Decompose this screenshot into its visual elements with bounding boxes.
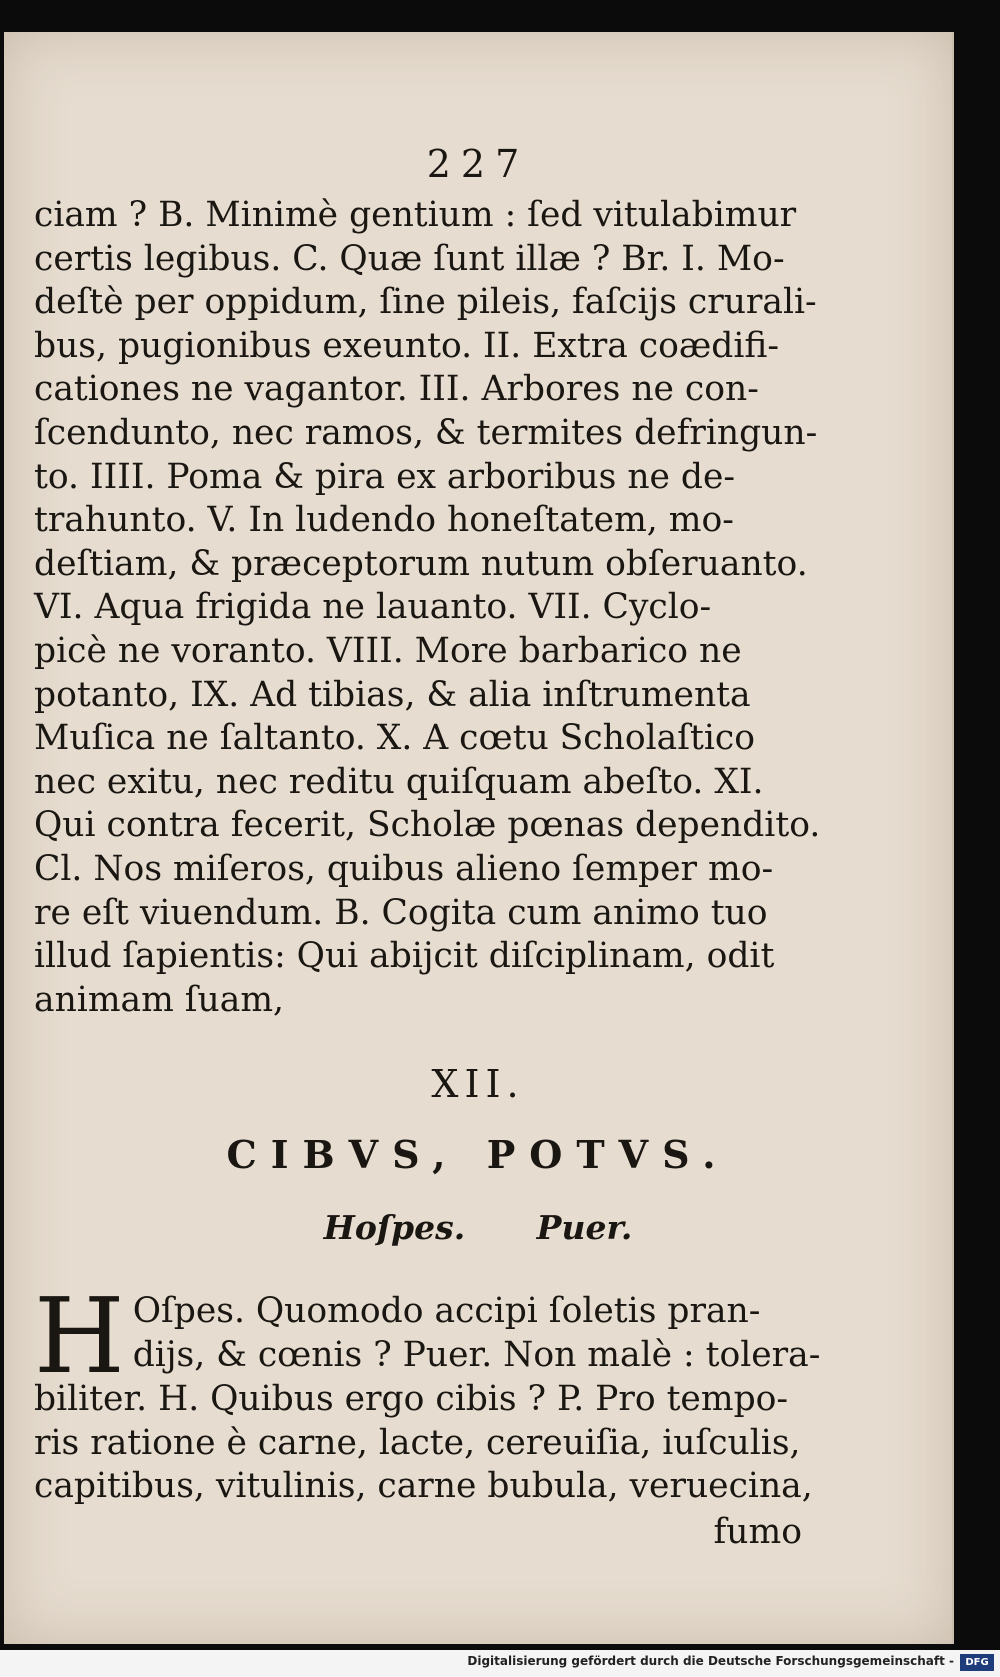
text-line: potanto, IX. Ad tibias, & alia inſtrumenta [34,674,751,715]
text-line: ciam ? B. Minimè gentium : ſed vitulabimur [34,195,797,235]
text-line: cationes ne vagantor. III. Arbores ne con- [34,369,759,410]
text-line: illud ſapientis: Qui abijcit diſciplinam, odit [34,936,775,977]
text-line: Muſica ne ſaltanto. X. A cœtu Scholaſtico [34,718,755,759]
text-line: ſcendunto, nec ramos, & termites defringun- [34,412,818,453]
page-number: 227 [426,142,530,186]
speaker-names: Hoſpes. Puer. [323,1208,633,1247]
text-line: animam ſuam, [34,979,285,1020]
text-line: deſtiam, & præceptorum nutum obſeruanto. [34,543,808,584]
text-line: capitibus, vitulinis, carne bubula, veruecina, [34,1466,813,1507]
text-line: ris ratione è carne, lacte, cereuiſia, iuſculis, [34,1422,801,1463]
text-line: nec exitu, nec reditu quiſquam abeſto. XI. [34,761,764,802]
dfg-logo-icon: DFG [960,1654,994,1671]
text-line: trahunto. V. In ludendo honeſtatem, mo- [34,500,734,541]
text-line: dijs, & cœnis ? Puer. Non malè : tolera- [132,1334,821,1375]
text-line: to. IIII. Poma & pira ex arboribus ne de- [34,456,736,497]
digitization-footer [0,1650,1000,1677]
section-number: XII. [431,1062,525,1106]
text-line: bus, pugionibus exeunto. II. Extra coædifi- [34,325,780,366]
book-page [4,32,954,1644]
text-line: Cl. Nos miſeros, quibus alieno ſemper mo- [34,848,774,889]
text-line: Qui contra fecerit, Scholæ pœnas dependito. [34,805,821,846]
body-text [34,194,834,1022]
footer-credit: Digitalisierung gefördert durch die Deutsche Forschungsgemeinschaft - [467,1654,954,1668]
text-line: deſtè per oppidum, ſine pileis, faſcijs crurali- [34,282,817,323]
text-line: Oſpes. Quomodo accipi ſoletis pran- [132,1291,761,1331]
text-line: VI. Aqua frigida ne lauanto. VII. Cyclo- [34,587,712,628]
catchword: fumo [713,1512,802,1552]
text-line: re eſt viuendum. B. Cogita cum animo tuo [34,892,768,933]
drop-cap: H [34,1275,125,1397]
dialogue-text [34,1275,834,1509]
text-line: biliter. H. Quibus ergo cibis ? P. Pro tempo- [34,1379,789,1419]
text-line: certis legibus. C. Quæ ſunt illæ ? Br. I. Mo- [34,238,785,279]
text-line: picè ne voranto. VIII. More barbarico ne [34,630,742,671]
section-title: CIBVS, POTVS. [226,1132,730,1177]
